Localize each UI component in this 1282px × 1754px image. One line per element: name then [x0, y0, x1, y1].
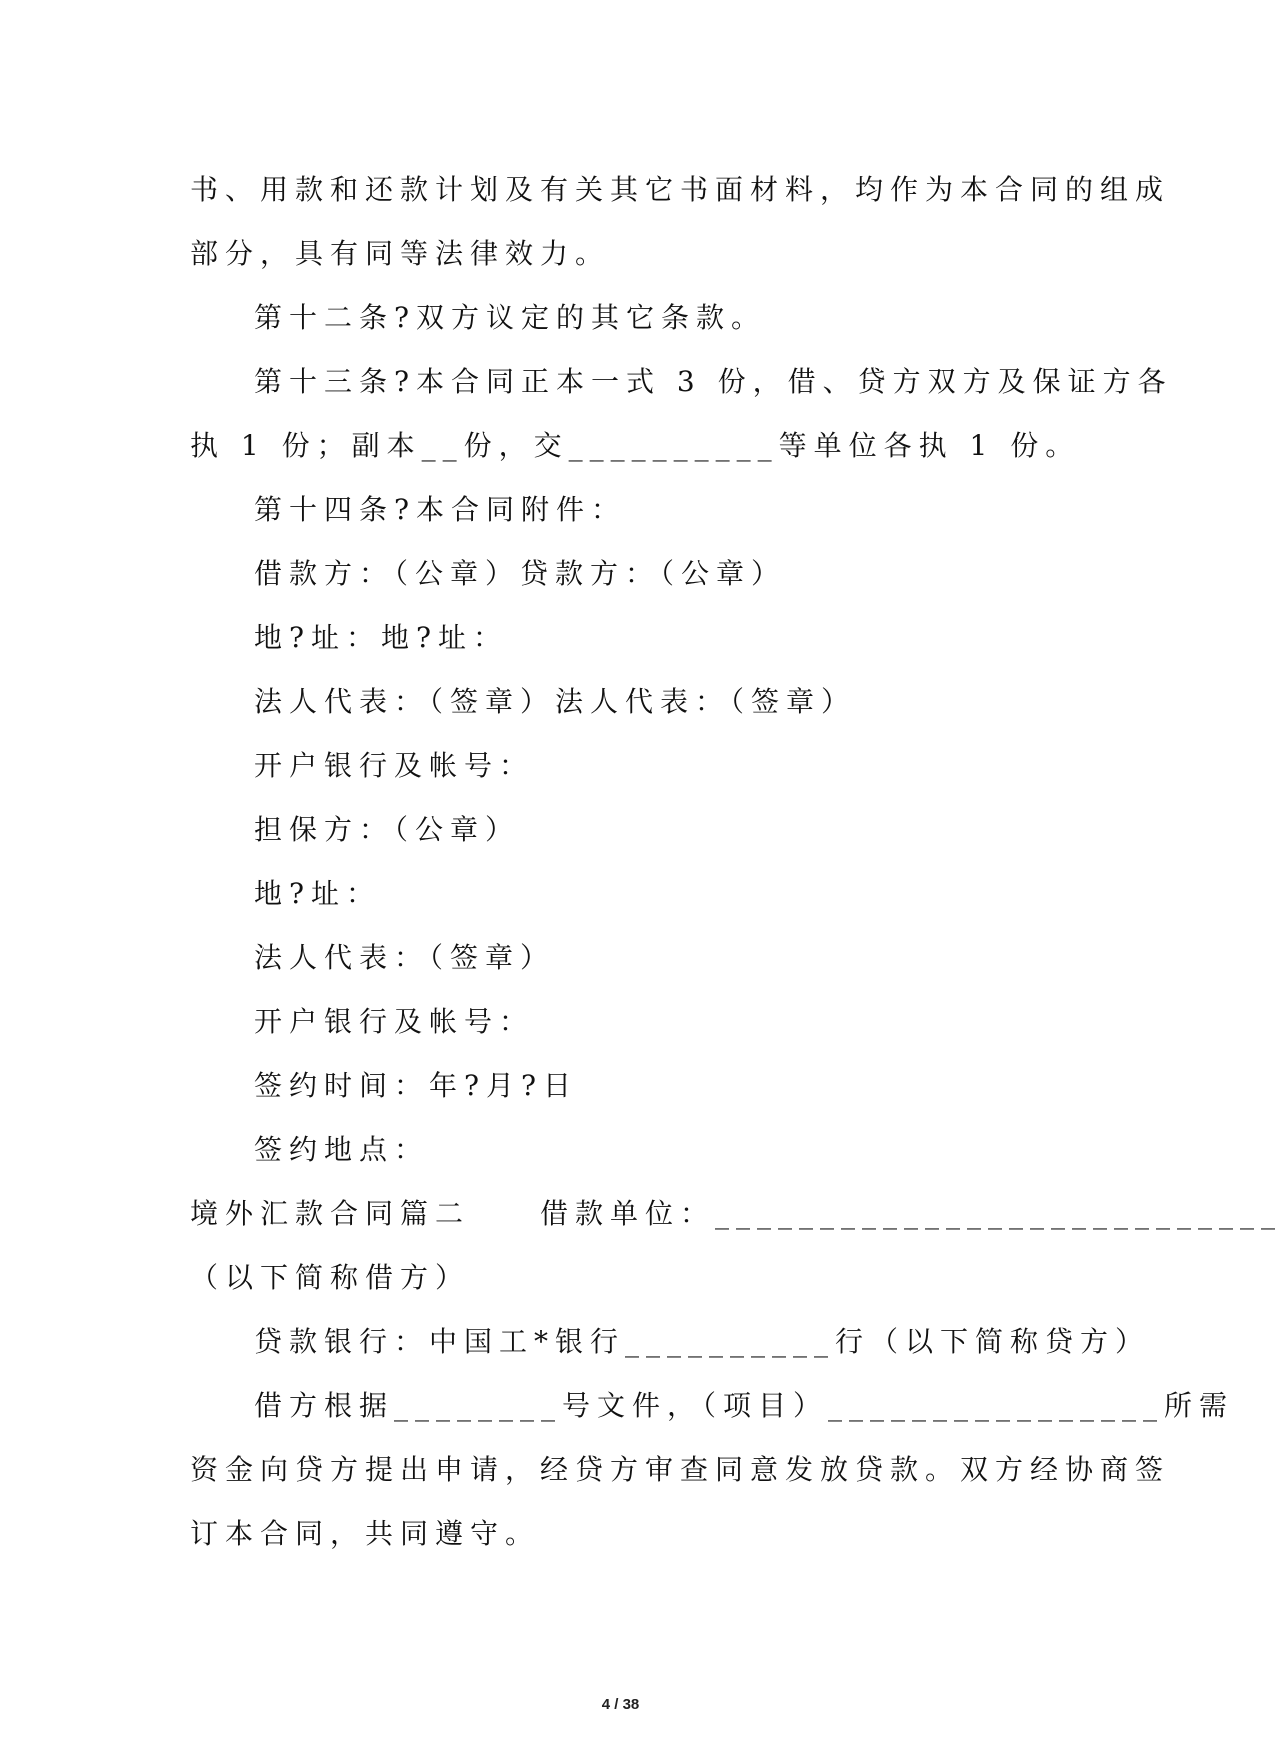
document-line: 法人代表：（签章） — [254, 941, 556, 974]
document-line: 担保方：（公章） — [254, 813, 521, 846]
page-number: 4 / 38 — [601, 1696, 640, 1713]
document-line: 地?址： — [254, 877, 382, 910]
document-line: 境外汇款合同篇二 借款单位：___________________________ — [190, 1197, 1282, 1230]
document-line: 部分，具有同等法律效力。 — [190, 237, 611, 270]
document-line: 订本合同，共同遵守。 — [190, 1517, 541, 1550]
document-line: 借方根据________号文件，（项目）________________所需 — [254, 1389, 1235, 1422]
document-body — [190, 158, 1282, 1566]
document-line: 签约时间：年?月?日 — [254, 1069, 579, 1102]
document-line: 签约地点： — [254, 1133, 430, 1166]
document-line: （以下简称借方） — [190, 1261, 471, 1294]
document-line: 执 1 份；副本__份，交__________等单位各执 1 份。 — [190, 429, 1081, 462]
document-line: 资金向贷方提出申请，经贷方审查同意发放贷款。双方经协商签 — [190, 1453, 1171, 1486]
document-line: 书、用款和还款计划及有关其它书面材料，均作为本合同的组成 — [190, 173, 1171, 206]
document-line: 开户银行及帐号： — [254, 749, 535, 782]
document-line: 开户银行及帐号： — [254, 1005, 535, 1038]
document-line: 第十二条?双方议定的其它条款。 — [254, 301, 767, 334]
document-line: 贷款银行：中国工*银行__________行（以下简称贷方） — [254, 1325, 1151, 1358]
document-line: 法人代表：（签章）法人代表：（签章） — [254, 685, 857, 718]
document-line: 地?址：地?址： — [254, 621, 509, 654]
document-line: 第十三条?本合同正本一式 3 份，借、贷方双方及保证方各 — [254, 365, 1173, 398]
document-line: 借款方：（公章）贷款方：（公章） — [254, 557, 787, 590]
document-line: 第十四条?本合同附件： — [254, 493, 627, 526]
